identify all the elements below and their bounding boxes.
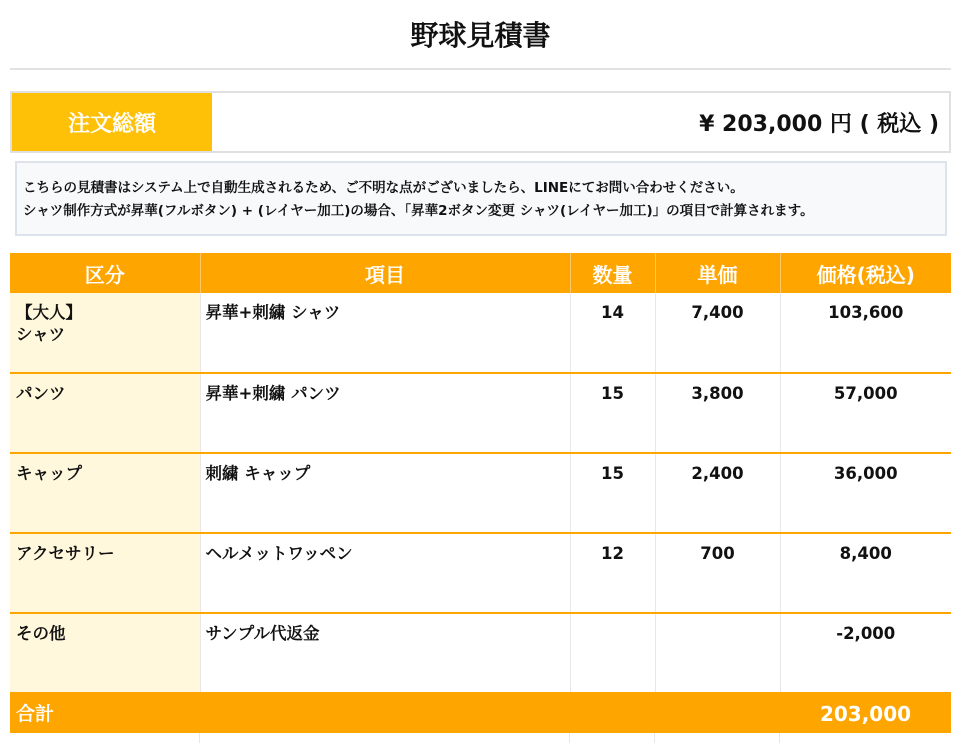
quote-table	[10, 253, 951, 733]
row-qty: 12	[570, 533, 655, 613]
row-item: ヘルメットワッペン	[200, 533, 570, 613]
header-price: 価格(税込)	[780, 253, 951, 293]
sum-label: 合計	[10, 693, 780, 733]
sum-row	[10, 693, 951, 733]
table-header-row	[10, 253, 951, 293]
row-category: その他	[10, 613, 200, 693]
order-total-value: ¥ 203,000 円 ( 税込 )	[699, 111, 939, 137]
table-row	[10, 453, 951, 533]
row-category: パンツ	[10, 373, 200, 453]
table-row	[10, 373, 951, 453]
table-row	[10, 533, 951, 613]
row-category: 【大人】 シャツ	[10, 293, 200, 373]
row-price: -2,000	[780, 613, 951, 693]
row-item: 刺繍 キャップ	[200, 453, 570, 533]
row-category: キャップ	[10, 453, 200, 533]
page-title: 野球見積書	[10, 0, 951, 70]
row-item: 昇華+刺繍 シャツ	[200, 293, 570, 373]
row-qty: 14	[570, 293, 655, 373]
row-item: 昇華+刺繍 パンツ	[200, 373, 570, 453]
notice-box	[15, 161, 947, 236]
row-unit-price: 7,400	[655, 293, 780, 373]
header-category: 区分	[10, 253, 200, 293]
row-qty: 15	[570, 373, 655, 453]
table-row	[10, 293, 951, 373]
row-item: サンプル代返金	[200, 613, 570, 693]
row-price: 103,600	[780, 293, 951, 373]
sum-value: 203,000	[780, 693, 951, 733]
row-price: 36,000	[780, 453, 951, 533]
order-total-label: 注文総額	[12, 93, 212, 151]
row-unit-price: 3,800	[655, 373, 780, 453]
row-unit-price	[655, 613, 780, 693]
table-row	[10, 613, 951, 693]
row-unit-price: 700	[655, 533, 780, 613]
table-continuation	[10, 733, 951, 743]
row-category: アクセサリー	[10, 533, 200, 613]
header-qty: 数量	[570, 253, 655, 293]
row-qty	[570, 613, 655, 693]
row-unit-price: 2,400	[655, 453, 780, 533]
row-price: 57,000	[780, 373, 951, 453]
notice-line-2: シャツ制作方式が昇華(フルボタン) + (レイヤー加工)の場合、「昇華2ボタン変更 シャツ(レイヤー加工)」の項目で計算されます。	[23, 203, 814, 219]
notice-line-1: こちらの見積書はシステム上で自動生成されるため、ご不明な点がございましたら、LINEにてお問い合わせください。	[23, 180, 744, 196]
row-qty: 15	[570, 453, 655, 533]
row-price: 8,400	[780, 533, 951, 613]
header-item: 項目	[200, 253, 570, 293]
order-total-box	[10, 91, 951, 153]
header-unit-price: 単価	[655, 253, 780, 293]
